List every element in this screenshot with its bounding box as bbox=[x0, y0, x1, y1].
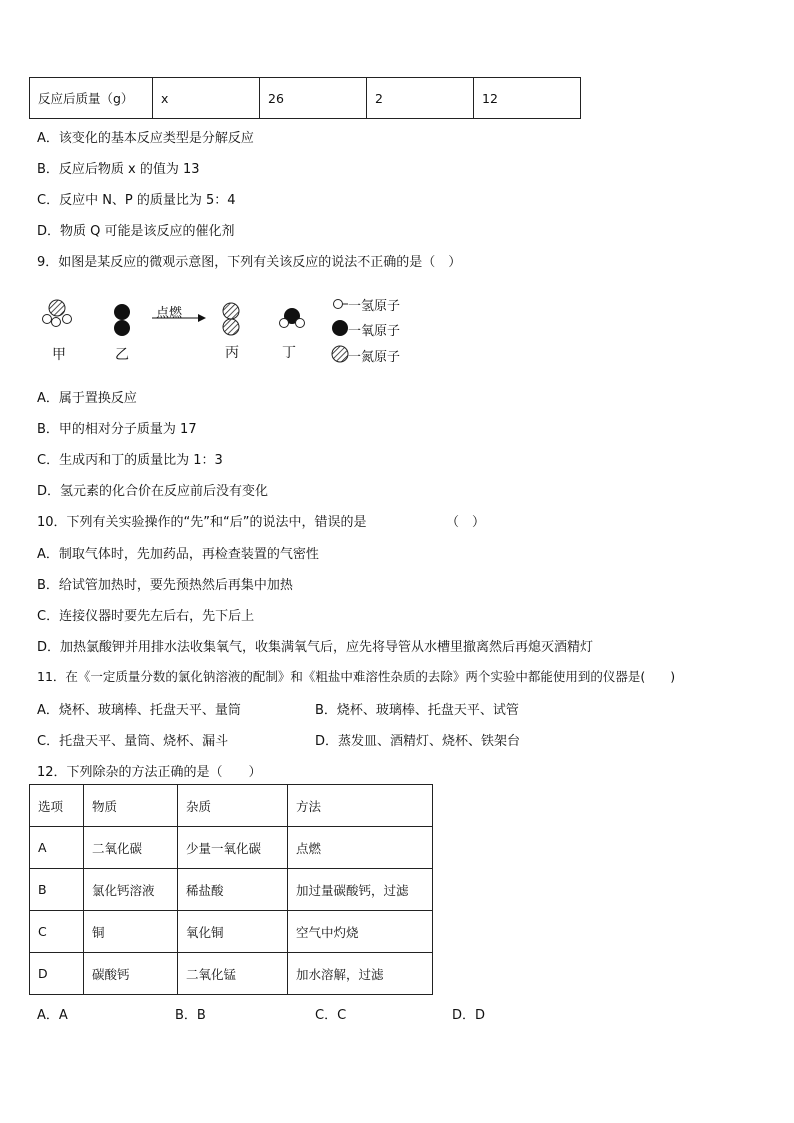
molecule-bing bbox=[223, 303, 239, 335]
table-cell: 铜 bbox=[84, 911, 178, 953]
q10-option-b: B．给试管加热时，要先预热然后再集中加热 bbox=[37, 578, 293, 593]
label-ding: 丁 bbox=[282, 345, 296, 361]
label-jia: 甲 bbox=[52, 347, 66, 363]
q10-option-c: C．连接仪器时要先左后右，先下后上 bbox=[37, 609, 255, 624]
table-cell: 空气中灼烧 bbox=[288, 911, 433, 953]
top-data-table bbox=[29, 77, 581, 119]
table-cell: D bbox=[30, 953, 84, 995]
table-cell: 碳酸钙 bbox=[84, 953, 178, 995]
table-row bbox=[30, 78, 581, 119]
table-cell: 氯化钙溶液 bbox=[84, 869, 178, 911]
molecule-ding bbox=[280, 308, 305, 328]
table-cell: 12 bbox=[474, 78, 581, 119]
q12-option-b: B．B bbox=[175, 1008, 206, 1023]
table-cell: 反应后质量（g） bbox=[30, 78, 153, 119]
arrow-label: 点燃 bbox=[156, 306, 183, 321]
molecule-jia bbox=[43, 300, 72, 327]
table-cell: 二氧化锰 bbox=[178, 953, 288, 995]
reaction-diagram bbox=[30, 288, 450, 368]
q10-stem: 10．下列有关实验操作的“先”和“后”的说法中，错误的是 bbox=[37, 515, 367, 530]
q9-option-d: D．氢元素的化合价在反应前后没有变化 bbox=[37, 484, 269, 499]
table-header-row bbox=[30, 785, 433, 827]
table-row bbox=[30, 869, 433, 911]
table-cell: 加过量碳酸钙，过滤 bbox=[288, 869, 433, 911]
table-row bbox=[30, 827, 433, 869]
q8-option-d: D．物质 Q 可能是该反应的催化剂 bbox=[37, 224, 235, 239]
table-cell: 二氧化碳 bbox=[84, 827, 178, 869]
q8-option-a: A．该变化的基本反应类型是分解反应 bbox=[37, 131, 254, 146]
q9-option-b: B．甲的相对分子质量为 17 bbox=[37, 422, 197, 437]
table-cell: B bbox=[30, 869, 84, 911]
label-bing: 丙 bbox=[225, 345, 239, 361]
table-cell: C bbox=[30, 911, 84, 953]
q12-option-c: C．C bbox=[315, 1008, 347, 1023]
q11-option-b: B．烧杯、玻璃棒、托盘天平、试管 bbox=[315, 703, 519, 718]
table-header: 物质 bbox=[84, 785, 178, 827]
table-cell: 少量一氧化碳 bbox=[178, 827, 288, 869]
table-header: 选项 bbox=[30, 785, 84, 827]
molecule-yi bbox=[114, 304, 130, 336]
table-row bbox=[30, 953, 433, 995]
q10-option-d: D．加热氯酸钾并用排水法收集氧气，收集满氧气后，应先将导管从水槽里撤离然后再熄灭酒精灯 bbox=[37, 640, 594, 655]
q9-option-a: A．属于置换反应 bbox=[37, 391, 137, 406]
q8-option-c: C．反应中 N、P 的质量比为 5：4 bbox=[37, 193, 236, 208]
table-row bbox=[30, 911, 433, 953]
q12-option-a: A．A bbox=[37, 1008, 68, 1023]
legend-hydrogen-label: 一氢原子 bbox=[348, 299, 401, 314]
q12-stem: 12．下列除杂的方法正确的是（ ） bbox=[37, 765, 262, 780]
legend-oxygen-symbol bbox=[332, 320, 348, 336]
q12-option-d: D．D bbox=[452, 1008, 486, 1023]
legend-hydrogen-symbol bbox=[334, 300, 349, 309]
q11-option-a: A．烧杯、玻璃棒、托盘天平、量筒 bbox=[37, 703, 241, 718]
table-cell: x bbox=[153, 78, 260, 119]
legend-nitrogen-label: 一氮原子 bbox=[348, 350, 401, 365]
q10-answer-paren: （ ） bbox=[446, 515, 486, 530]
table-cell: A bbox=[30, 827, 84, 869]
q8-option-b: B．反应后物质 x 的值为 13 bbox=[37, 162, 200, 177]
q9-stem: 9．如图是某反应的微观示意图，下列有关该反应的说法不正确的是（ ） bbox=[37, 255, 462, 270]
q10-option-a: A．制取气体时，先加药品，再检查装置的气密性 bbox=[37, 547, 319, 562]
q9-option-c: C．生成丙和丁的质量比为 1：3 bbox=[37, 453, 223, 468]
table-cell: 26 bbox=[260, 78, 367, 119]
q11-option-d: D．蒸发皿、酒精灯、烧杯、铁架台 bbox=[315, 734, 521, 749]
table-cell: 点燃 bbox=[288, 827, 433, 869]
table-header: 方法 bbox=[288, 785, 433, 827]
table-cell: 氧化铜 bbox=[178, 911, 288, 953]
label-yi: 乙 bbox=[115, 347, 129, 363]
q11-stem: 11．在《一定质量分数的氯化钠溶液的配制》和《粗盐中难溶性杂质的去除》两个实验中都能使用到的仪器是( ) bbox=[37, 669, 676, 684]
legend-nitrogen-symbol bbox=[332, 346, 348, 362]
table-cell: 2 bbox=[367, 78, 474, 119]
table-header: 杂质 bbox=[178, 785, 288, 827]
legend-oxygen-label: 一氧原子 bbox=[348, 324, 401, 339]
q11-option-c: C．托盘天平、量筒、烧杯、漏斗 bbox=[37, 734, 229, 749]
q12-table bbox=[29, 784, 433, 995]
table-cell: 稀盐酸 bbox=[178, 869, 288, 911]
table-cell: 加水溶解，过滤 bbox=[288, 953, 433, 995]
